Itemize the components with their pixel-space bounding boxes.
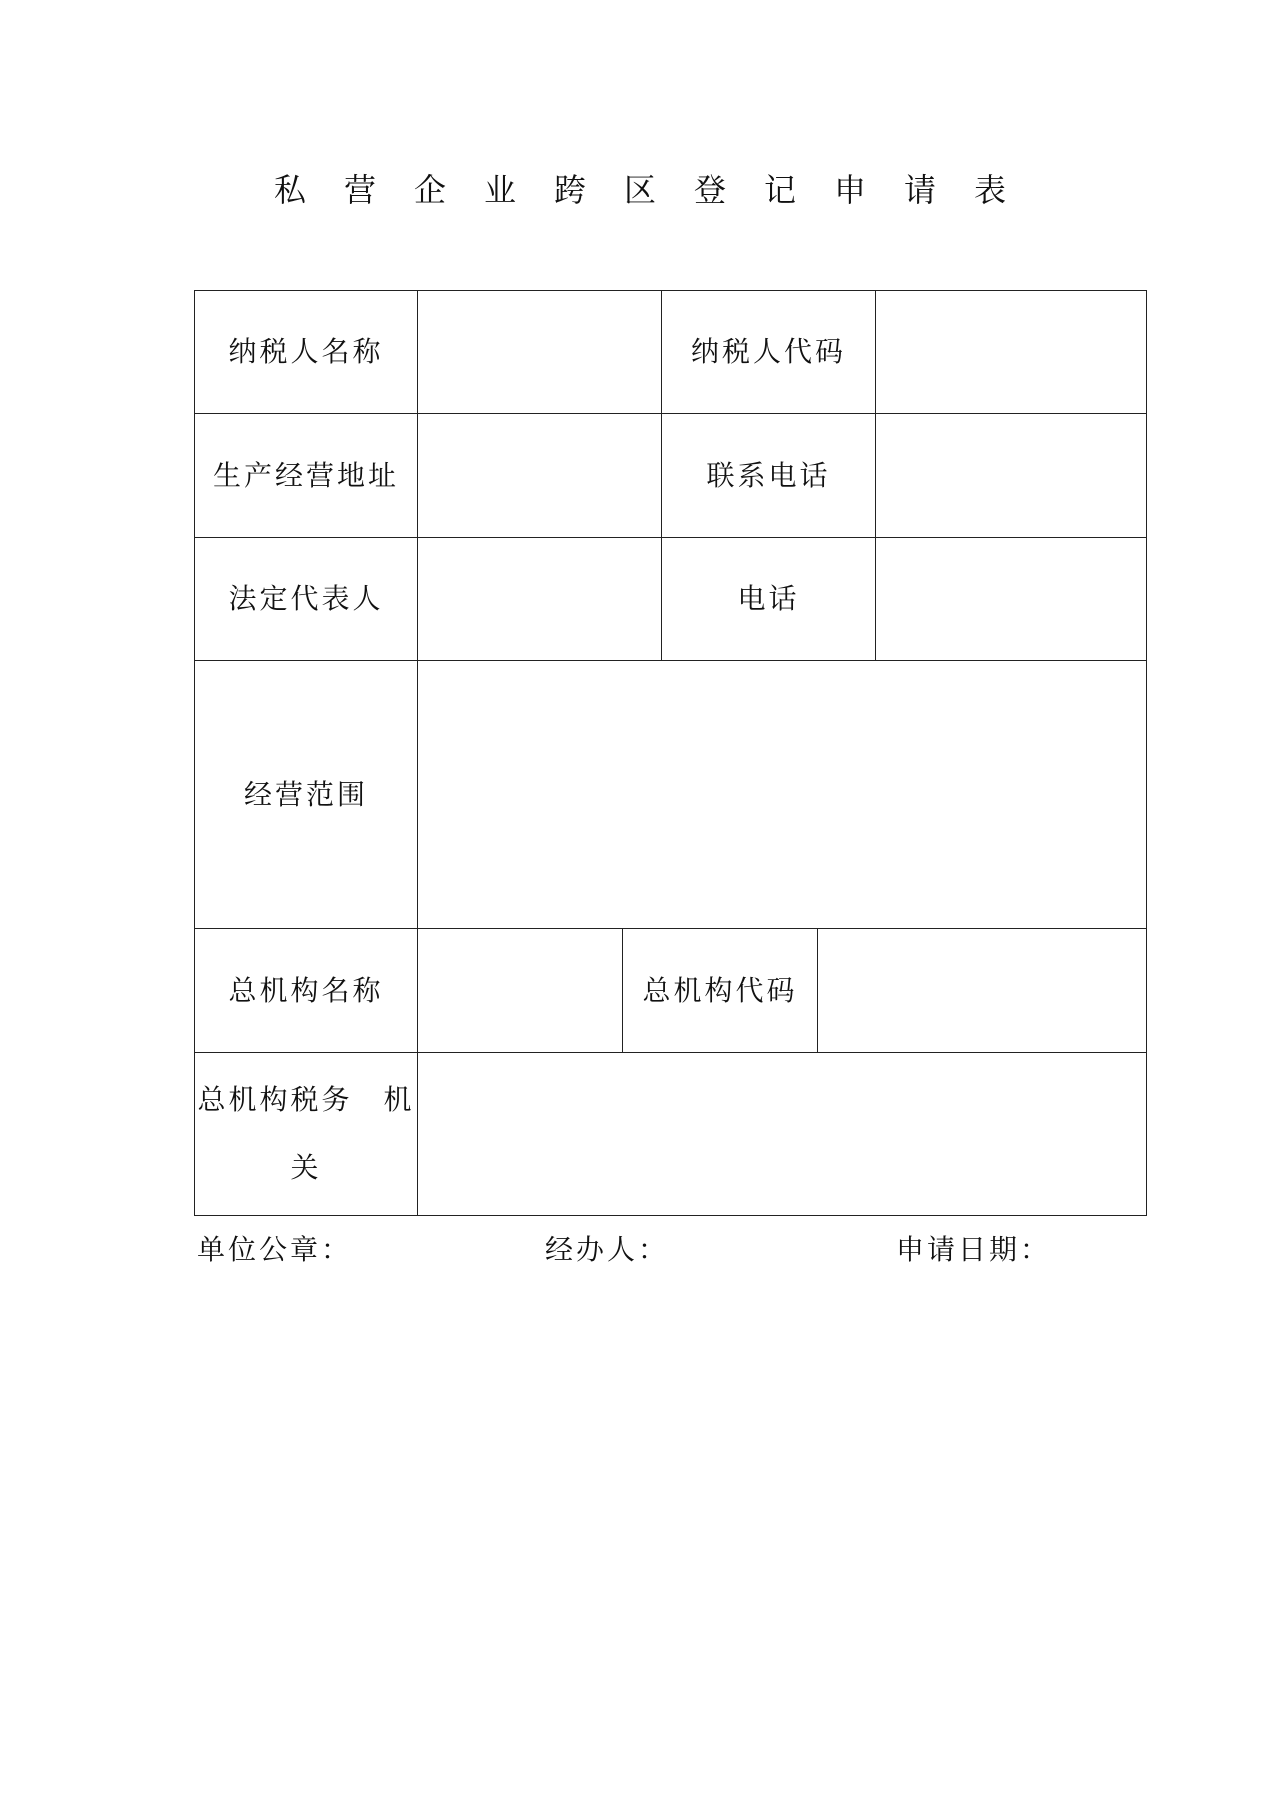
- taxpayer-code-field[interactable]: [875, 290, 1147, 414]
- hq-tax-authority-label-line2: 关: [290, 1151, 322, 1184]
- application-date-label: 申请日期：: [896, 1233, 1052, 1266]
- taxpayer-code-label: 纳税人代码: [661, 290, 876, 414]
- address-label: 生产经营地址: [194, 413, 418, 538]
- application-form-table: [194, 290, 1147, 1216]
- taxpayer-name-label: 纳税人名称: [194, 290, 418, 414]
- phone-label: 电话: [661, 537, 876, 661]
- taxpayer-name-field[interactable]: [417, 290, 662, 414]
- handler-label: 经办人：: [545, 1233, 670, 1266]
- contact-phone-field[interactable]: [875, 413, 1147, 538]
- hq-tax-authority-label: [194, 1052, 418, 1216]
- contact-phone-label: 联系电话: [661, 413, 876, 538]
- hq-code-field[interactable]: [817, 928, 1147, 1053]
- phone-field[interactable]: [875, 537, 1147, 661]
- hq-tax-authority-field[interactable]: [417, 1052, 1147, 1216]
- legal-rep-label: 法定代表人: [194, 537, 418, 661]
- page-title: 私营企业跨区登记申请表: [273, 171, 1044, 209]
- hq-tax-authority-label-line1: 总机构税务 机: [197, 1083, 415, 1116]
- business-scope-field[interactable]: [417, 660, 1147, 929]
- seal-label: 单位公章：: [197, 1233, 353, 1266]
- hq-name-field[interactable]: [417, 928, 623, 1053]
- hq-name-label: 总机构名称: [194, 928, 418, 1053]
- business-scope-label: 经营范围: [194, 660, 418, 929]
- address-field[interactable]: [417, 413, 662, 538]
- hq-code-label: 总机构代码: [622, 928, 818, 1053]
- legal-rep-field[interactable]: [417, 537, 662, 661]
